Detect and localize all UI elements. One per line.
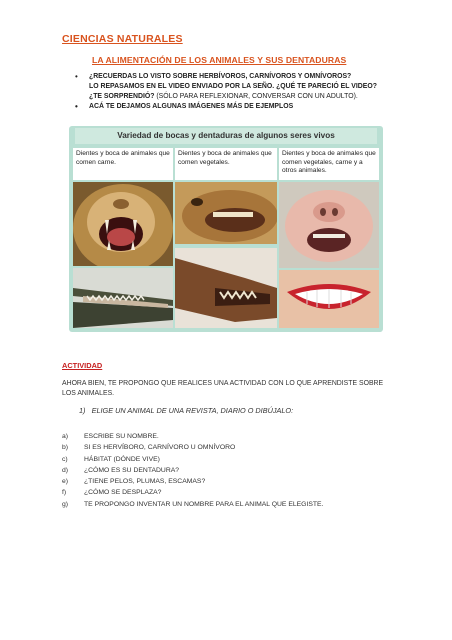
bullet-item-2 (75, 102, 395, 112)
column-header-omnivores: Dientes y boca de animales que comen vegetales, carne y a otros animales. (279, 148, 379, 180)
list-item-text: HÁBITAT (DÓNDE VIVE) (84, 455, 160, 463)
list-item (62, 499, 323, 510)
activity-intro: AHORA BIEN, TE PROPONGO QUE REALICES UNA ACTIVIDAD CON LO QUE APRENDISTE SOBRE LOS ANIMALES. (62, 380, 384, 397)
page-subtitle: LA ALIMENTACIÓN DE LOS ANIMALES Y SUS DENTADURAS (92, 55, 347, 65)
question-1-number: 1) (79, 406, 86, 415)
bullet-1-line-1: ¿RECUERDAS LO VISTO SOBRE HERBÍVOROS, CARNÍVOROS Y OMNÍVOROS? (89, 73, 352, 80)
list-item-letter: g) (62, 500, 69, 508)
list-item-text: ¿TIENE PELOS, PLUMAS, ESCAMAS? (84, 478, 206, 486)
list-item-letter: b) (62, 444, 69, 452)
list-item (62, 442, 323, 453)
camel-teeth-image (175, 182, 277, 244)
bullet-1-line-2: LO REPASAMOS EN EL VIDEO ENVIADO POR LA SEÑO. ¿QUÉ TE PARECIÓ EL VIDEO? (89, 83, 377, 90)
teeth-illustration-panel (69, 126, 383, 332)
page-title: CIENCIAS NATURALES (62, 33, 183, 45)
bullet-list (75, 72, 395, 112)
list-item-text: SI ES HERVÍBORO, CARNÍVORO U OMNÍVORO (84, 444, 236, 452)
bullet-2-text: ACÁ TE DEJAMOS ALGUNAS IMÁGENES MÁS DE EJEMPLOS (89, 103, 294, 110)
list-item (62, 454, 323, 465)
list-item (62, 487, 323, 498)
panel-title: Variedad de bocas y dentaduras de algunos seres vivos (75, 128, 377, 144)
bullet-1-line-3 (89, 92, 395, 102)
list-item-text: ¿CÓMO ES SU DENTADURA? (84, 466, 180, 474)
list-item-letter: f) (62, 489, 67, 497)
bullet-1-line-3-rest: (SÓLO PARA REFLEXIONAR, CONVERSAR CON UN ADULTO). (154, 93, 358, 100)
activity-list (62, 431, 323, 510)
horse-teeth-image (175, 248, 277, 328)
column-header-herbivores: Dientes y boca de animales que comen vegetales. (175, 148, 277, 180)
list-item-text: ESCRIBE SU NOMBRE. (84, 433, 159, 440)
pig-teeth-image (279, 182, 379, 268)
bullet-dot-icon: • (75, 102, 78, 111)
list-item-text: TE PROPONGO INVENTAR UN NOMBRE PARA EL ANIMAL QUE ELEGISTE. (84, 500, 324, 508)
bullet-dot-icon: • (75, 72, 78, 81)
column-header-carnivores: Dientes y boca de animales que comen carne. (73, 148, 173, 180)
bullet-item-1 (75, 72, 395, 102)
list-item-letter: e) (62, 478, 69, 486)
list-item (62, 465, 323, 476)
list-item (62, 431, 323, 442)
list-item-letter: c) (62, 455, 68, 463)
lion-teeth-image (73, 182, 173, 266)
human-smile-image (279, 270, 379, 328)
bullet-1-line-3-bold: ¿TE SORPRENDIÓ? (89, 93, 155, 100)
question-1 (79, 406, 293, 415)
crocodile-teeth-image (73, 268, 173, 328)
list-item-letter: d) (62, 466, 69, 474)
list-item-text: ¿CÓMO SE DESPLAZA? (84, 489, 162, 497)
activity-heading: ACTIVIDAD (62, 361, 103, 370)
list-item-letter: a) (62, 433, 69, 440)
question-1-text: ELIGE UN ANIMAL DE UNA REVISTA, DIARIO O DIBÚJALO: (91, 406, 294, 415)
list-item (62, 476, 323, 487)
